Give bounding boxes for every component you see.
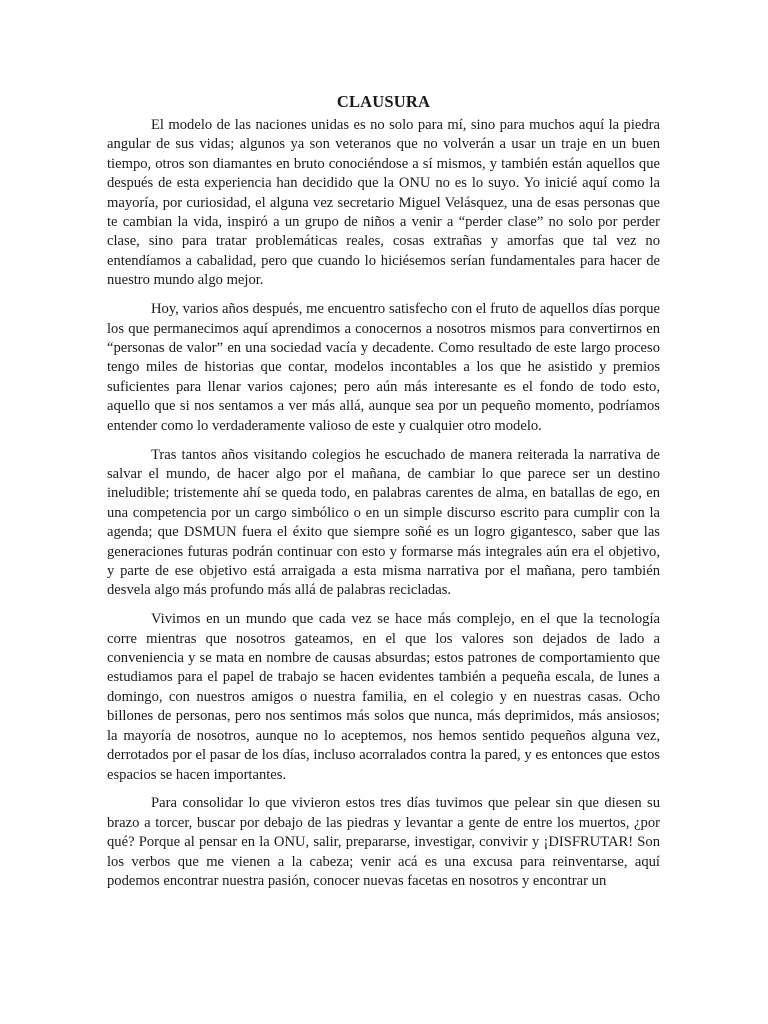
paragraph-3: Tras tantos años visitando colegios he escuchado de manera reiterada la narrativa de salvar el mundo, de hacer algo por el mañana, de cambiar lo que parece ser un destino ineludible; tristemente ahí se queda todo, en palabras carentes de alma, en batallas de ego, en una competencia por un cargo simbólico o en un simple discurso escrito para cumplir con la agenda; que DSMUN fuera el éxito que siempre soñé es un logro gigantesco, saber que las generaciones futuras podrán continuar con esto y formarse más integrales aún era el objetivo, y parte de ese objetivo está arraigada a esta misma narrativa por el mañana, pero también desvela algo más profundo más allá de palabras recicladas.: [107, 446, 660, 599]
paragraph-2: Hoy, varios años después, me encuentro satisfecho con el fruto de aquellos días porque los que permanecimos aquí aprendimos a conocernos a nosotros mismos para convertirnos en “personas de valor” en una sociedad vacía y decadente. Como resultado de este largo proceso tengo miles de historias que contar, modelos incontables a los que he asistido y premios suficientes para llenar varios cajones; pero aún más interesante es el fondo de todo esto, aquello que si nos sentamos a ver más allá, aunque sea por un pequeño momento, podríamos entender como lo verdaderamente valioso de este y cualquier otro modelo.: [107, 301, 660, 434]
paragraph-1: El modelo de las naciones unidas es no solo para mí, sino para muchos aquí la piedra angular de sus vidas; algunos ya son veteranos que no volverán a usar un traje en un buen tiempo, otros son diamantes en bruto conociéndose a sí mismos, y también están aquellos que después de esta experiencia han decidido que la ONU no es lo suyo. Yo inicié aquí como la mayoría, por curiosidad, el alguna vez secretario Miguel Velásquez, una de esas personas que te cambian la vida, inspiró a un grupo de niños a venir a “perder clase” no solo por perder clase, sino para tratar problemáticas reales, cosas extrañas y amorfas que tal vez no entendíamos a cabalidad, pero que cuando lo hiciésemos serían fundamentales para hacer de nuestro mundo algo mejor.: [107, 117, 660, 289]
document-body: [107, 92, 660, 901]
page-title: CLAUSURA: [336, 92, 431, 111]
paragraph-5: Para consolidar lo que vivieron estos tres días tuvimos que pelear sin que diesen su brazo a torcer, buscar por debajo de las piedras y levantar a gente de entre los muertos, ¿por qué? Porque al pensar en la ONU, salir, prepararse, investigar, convivir y ¡DISFRUTAR! Son los verbos que me vienen a la cabeza; venir acá es una excusa para reinventarse, aquí podemos encontrar nuestra pasión, conocer nuevas facetas en nosotros y encontrar un: [107, 795, 660, 890]
paragraph-4: Vivimos en un mundo que cada vez se hace más complejo, en el que la tecnología corre mientras que nosotros gateamos, en el que los valores son dejados de lado a conveniencia y se mata en nombre de causas absurdas; estos patrones de comportamiento que estudiamos para el papel de trabajo se hacen evidentes también a pequeña escala, de lunes a domingo, con nuestros amigos o nuestra familia, en el colegio y en nuestras casas. Ocho billones de personas, pero nos sentimos más solos que nunca, más deprimidos, más ansiosos; la mayoría de nosotros, aunque no lo aceptemos, nos hemos sentido pequeños alguna vez, derrotados por el pasar de los días, incluso acorralados contra la pared, y es entonces que estos espacios se hacen importantes.: [107, 611, 660, 783]
